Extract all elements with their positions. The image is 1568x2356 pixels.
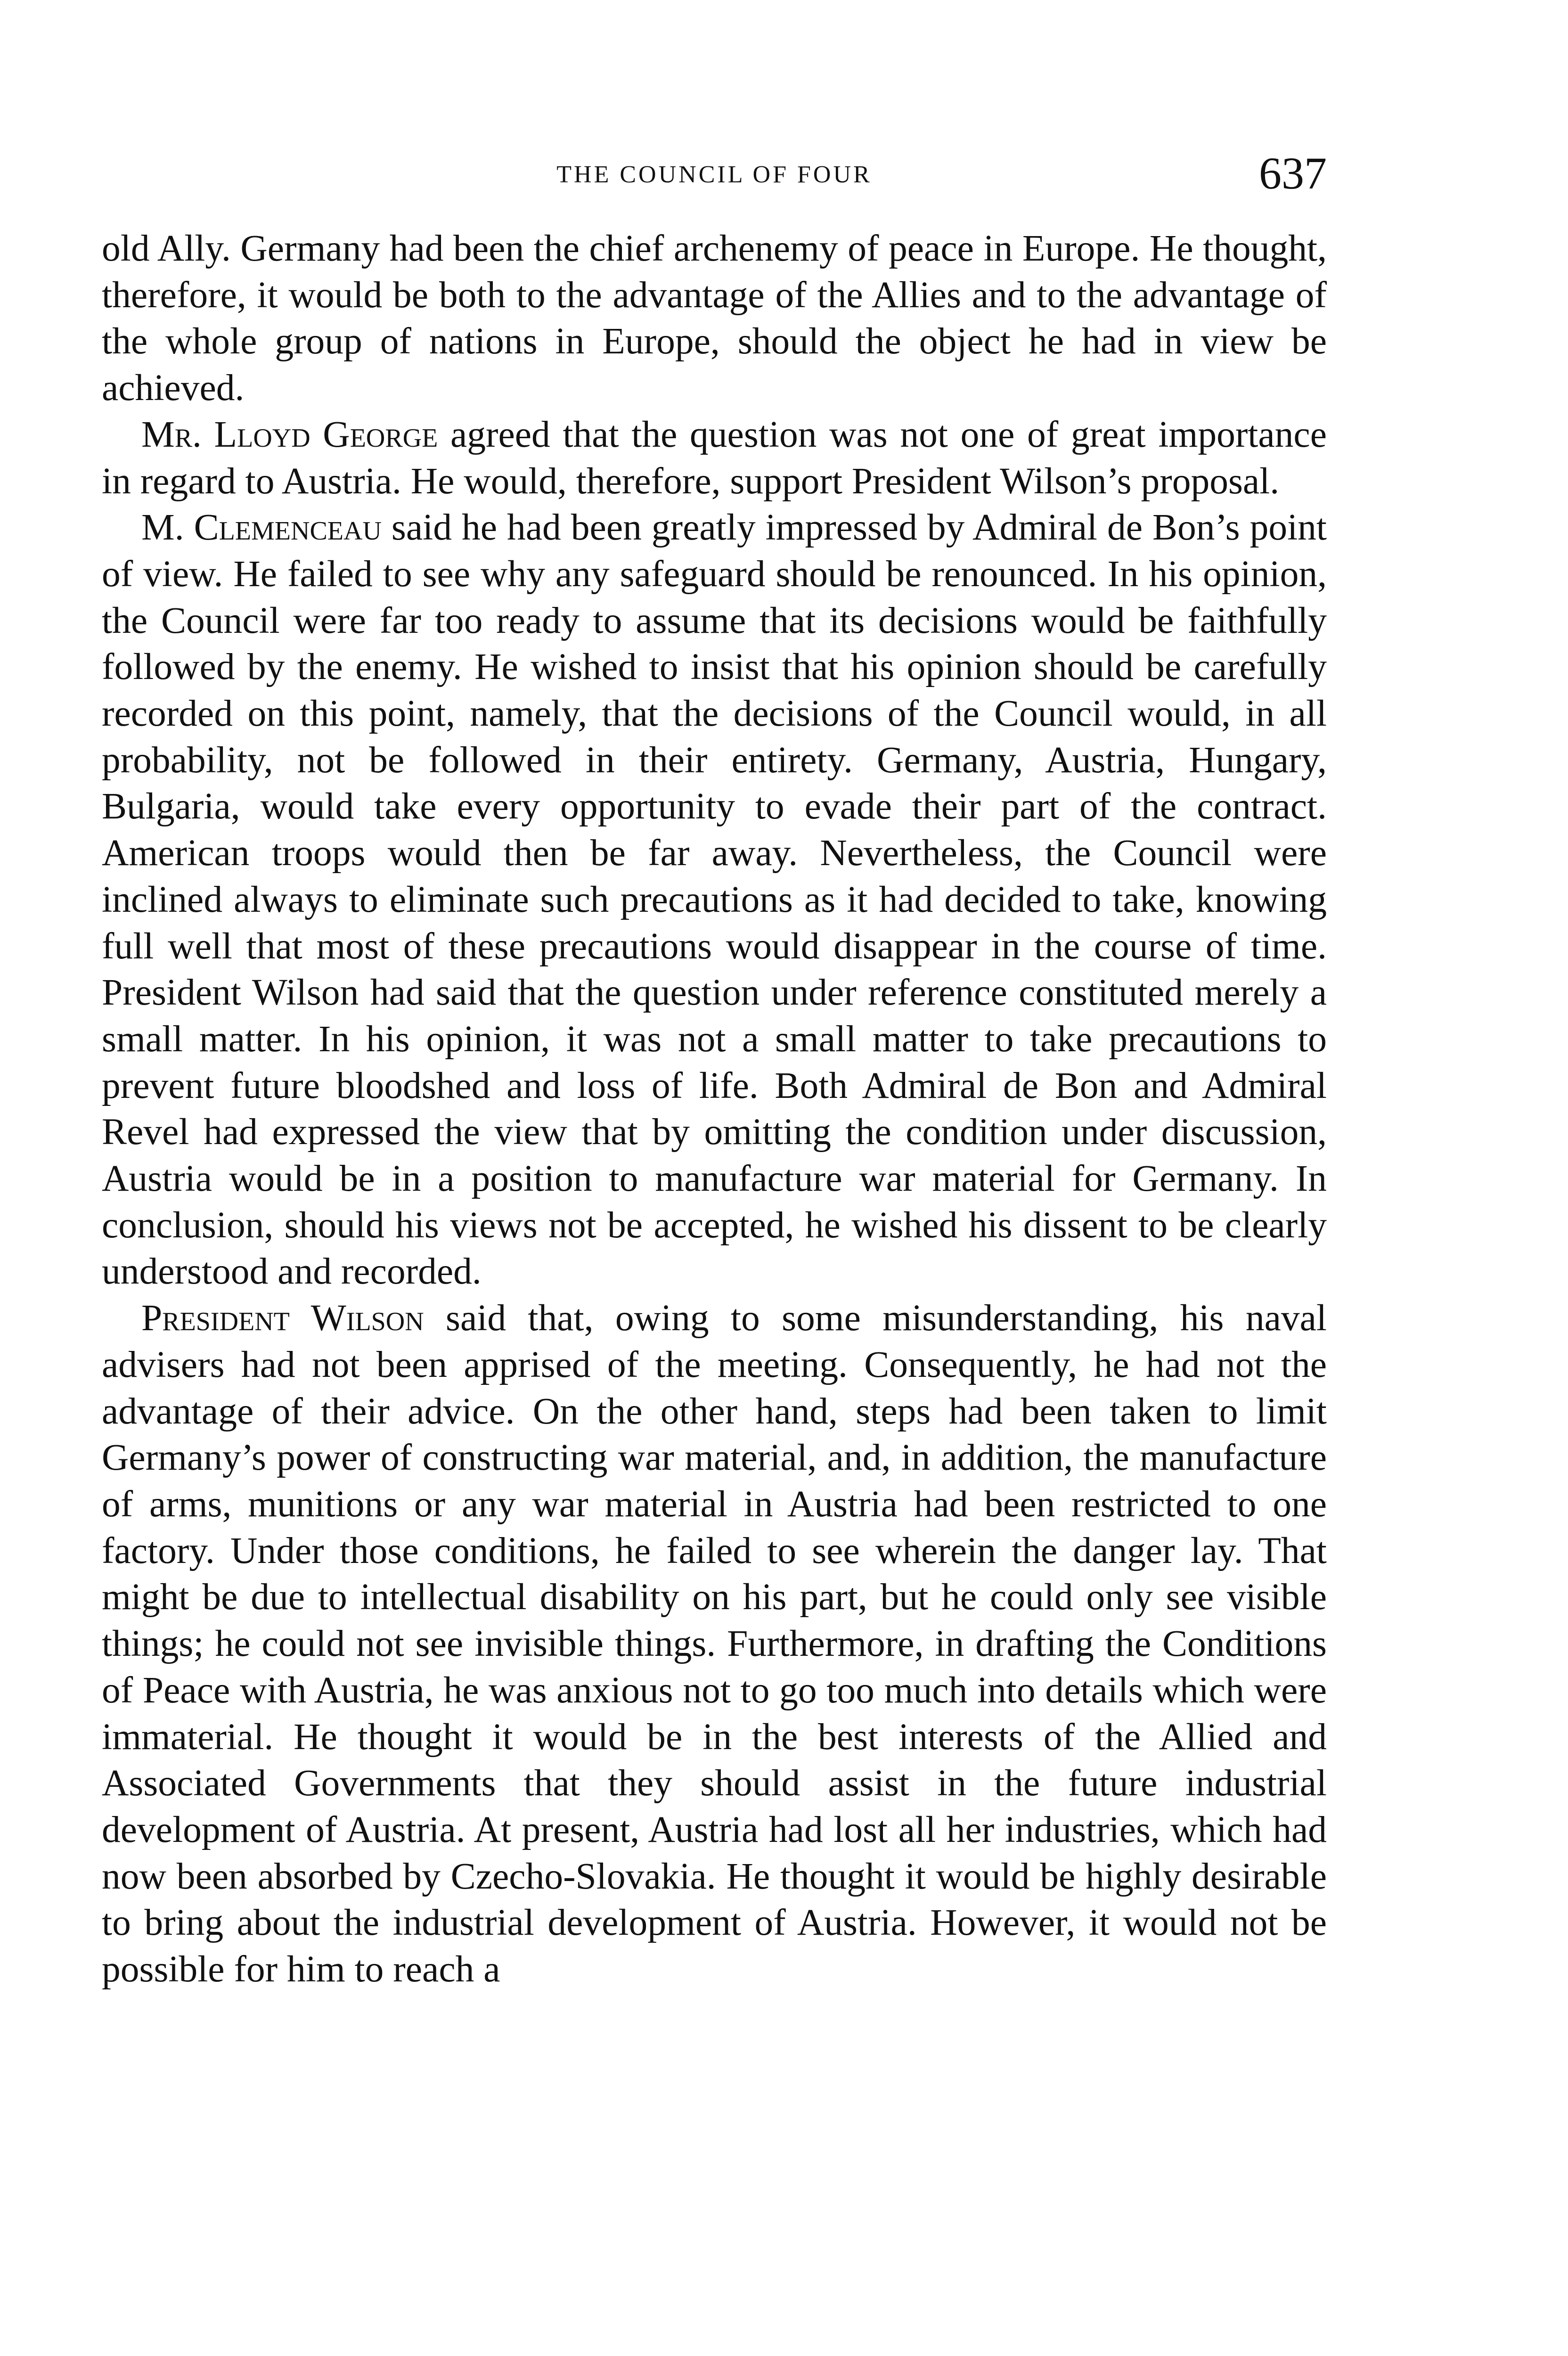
speaker-name: Mr. Lloyd George xyxy=(141,413,438,455)
paragraph-text: said he had been greatly impressed by Admiral de Bon’s point of view. He failed to see why any safeguard should be renounced. In his opinion, the Council were far too ready to assume that its decisions would be faithfully followed by the enemy. He wished to insist that his opinion should be carefully recorded on this point, namely, that the decisions of the Council would, in all probability, not be followed in their entirety. Germany, Austria, Hungary, Bulgaria, would take every opportunity to evade their part of the contract. American troops would then be far away. Nevertheless, the Council were inclined always to eliminate such precautions as it had decided to take, knowing full well that most of these precautions would disappear in the course of time. President Wilson had said that the question under reference constituted merely a small matter. In his opinion, it was not a small matter to take precautions to prevent future bloodshed and loss of life. Both Admiral de Bon and Admiral Revel had expressed the view that by omitting the condition under discussion, Austria would be in a position to manufacture war material for Germany. In conclusion, should his views not be accepted, he wished his dissent to be clearly understood and recorded. xyxy=(102,507,1327,1293)
page-number: 637 xyxy=(1259,148,1327,198)
running-title: THE COUNCIL OF FOUR xyxy=(556,161,872,188)
paragraph-text: agreed that the question was not one of great importance in regard to Austria. He would, therefore, support President Wilson’s proposal. xyxy=(102,413,1327,502)
speaker-name: President Wilson xyxy=(141,1297,424,1339)
speaker-name: M. Clemenceau xyxy=(141,507,382,548)
page-header xyxy=(102,150,1327,202)
paragraph-lloyd-george xyxy=(102,411,1327,504)
paragraph-clemenceau xyxy=(102,504,1327,1295)
body-text xyxy=(102,225,1327,1993)
paragraph-text: said that, owing to some misunderstanding, his naval advisers had not been apprised of the meeting. Consequently, he had not the advantage of their advice. On the other hand, steps had been taken to limit Germany’s power of constructing war material, and, in addition, the manufacture of arms, munitions or any war material in Austria had been restricted to one factory. Under those conditions, he failed to see wherein the danger lay. That might be due to intellectual disability on his part, but he could only see visible things; he could not see invisible things. Furthermore, in drafting the Conditions of Peace with Austria, he was anxious not to go too much into details which were immaterial. He thought it would be in the best interests of the Allied and Associated Governments that they should assist in the future industrial development of Austria. At present, Austria had lost all her industries, which had now been absorbed by Czecho-Slovakia. He thought it would be highly desirable to bring about the industrial development of Austria. However, it would not be possible for him to reach a xyxy=(102,1297,1327,1990)
paragraph-text: old Ally. Germany had been the chief archenemy of peace in Europe. He thought, therefore, it would be both to the advantage of the Allies and to the advantage of the whole group of nations in Europe, should the object he had in view be achieved. xyxy=(102,228,1327,409)
paragraph-continuation xyxy=(102,225,1327,411)
paragraph-wilson xyxy=(102,1295,1327,1993)
